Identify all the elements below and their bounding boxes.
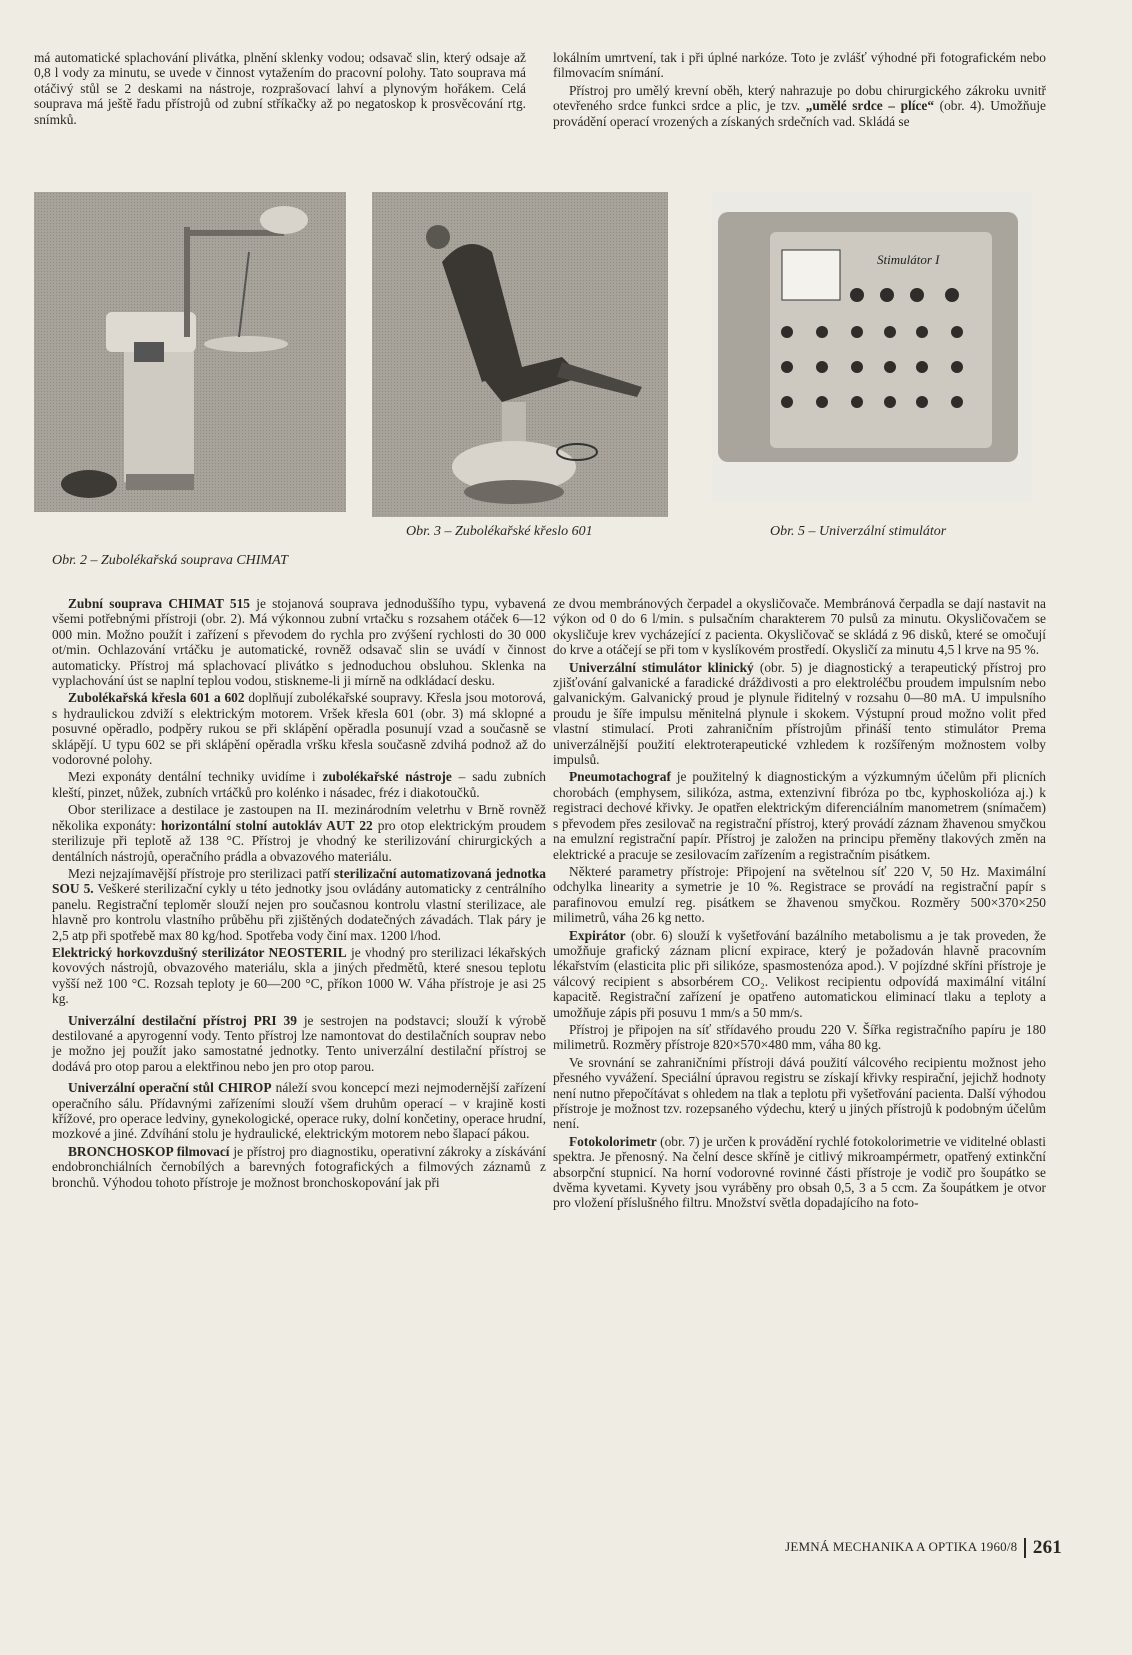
bold-term: Univerzální operační stůl CHIROP — [68, 1080, 272, 1096]
bold-term: Univerzální destilační přístroj PRI 39 — [68, 1012, 297, 1028]
bottom-right-column — [553, 596, 1046, 1213]
paragraph: Fotokolorimetr (obr. 7) je určen k provádění rychlé fotokolorimetrie ve viditelné oblasti spektra. Je přenosný. Na čelní desce skříně je citlivý mikroampérmetr, opatřený extinkční absorpční stupnicí. Na horní vodorovné rovinné části přístroje je vodič pro šoupátko se dvěma kyvetami. Kyvety jsou vyráběny pro obsah 0,5, 3 a 5 ccm. Za šoupátkem je otvor pro vložení příslušného filtru. Množství světla dopadajícího na foto- — [553, 1133, 1046, 1211]
bold-term: Elektrický horkovzdušný sterilizátor NEOSTERIL — [52, 944, 347, 960]
paragraph: Univerzální stimulátor klinický (obr. 5) je diagnostický a terapeutický přístroj pro zjišťování galvanické a faradické dráždivosti a pro elektroléčbu proudem impulsním nebo galvanickým. Galvanický proud je plynule řiditelný v rozsahu 0—80 mA. U impulsního proudu je šíře impulsu měnitelná plynule i skokem. Výstupní proud možno volit před vlastní stimulací. Proti zahraničním přístrojům přináší tento stimulátor Prema univerzálnější použití elektroterapeutické vzhledem k rozšířeným možnostem volby impulsů. — [553, 659, 1046, 768]
bold-term: Zubní souprava CHIMAT 515 — [68, 596, 250, 611]
paragraph: Mezi nejzajímavější přístroje pro sterilizaci patří sterilizační automatizovaná jednotka SOU 5. Veškeré sterilizační cykly u této jednotky jsou ovládány automaticky z centrálního panelu. Registrační teploměr slouží nejen pro současnou kontrolu vlastní sterilizace, ale hlavně pro kontrolu vlastního průběhu při zjištěných dodatečných závadách. Tlak páry je 2,5 atp při spotřebě max 80 kg/hod. Spotřeba vody činí max. 1200 l/hod. — [52, 865, 546, 943]
paragraph: BRONCHOSKOP filmovací je přístroj pro diagnostiku, operativní zákroky a získávání endobronchiálních černobílých a barevných fotografických a filmových záznamů z bronchů. Výhodou tohoto přístroje je možnost bronchoskopování jak při — [52, 1143, 546, 1190]
figure-dental-chair-image — [372, 192, 668, 517]
footer-divider — [1024, 1538, 1026, 1558]
paragraph: Přístroj je připojen na síť střídavého proudu 220 V. Šířka registračního papíru je 180 milimetrů. Rozměry přístroje 820×570×480 mm, váha 80 kg. — [553, 1021, 1046, 1053]
figure-3-caption: Obr. 3 – Zubolékařské křeslo 601 — [406, 524, 593, 539]
bold-term: zubolékařské nástroje — [322, 769, 452, 785]
bold-term: sterilizační automatizovaná jednotka SOU 5. — [52, 865, 546, 897]
bold-term: horizontální stolní autokláv AUT 22 — [160, 817, 373, 833]
bold-term: Expirátor — [569, 927, 626, 943]
paragraph: Ve srovnání se zahraničními přístroji dává použití válcového recipientu možnost jeho přesného vyvážení. Speciální úpravou registru se získají křivky respirační, jejichž hodnoty není nutno přepočítávat s ohledem na tlak a teplotu při vyšetřování pacienta. Další výhodou přístroje je možnost tzv. rozepsaného výdechu, který u jiných přístrojů k podobným účelům není. — [553, 1054, 1046, 1132]
top-left-column — [34, 50, 526, 129]
bold-term: „umělé srdce – plíce“ — [805, 98, 935, 114]
bold-term: Fotokolorimetr — [569, 1133, 657, 1149]
paragraph: Expirátor (obr. 6) slouží k vyšetřování bazálního metabolismu a je tak proveden, že umožňuje grafický záznam plicní expirace, který je požadován hlavně pracovním lékařstvím (elasticita plic při silikóze, spasmostenóza apod.). V pojízdné skříni přístroje je válcový recipient s absorbérem CO₂. Velikost recipientu odpovídá maximální vitální kapacitě. Registrační zařízení je opatřeno automatickou eliminací tlaku a teploty a umožňuje zápis při posuvu 1 mm/s a 50 mm/s. — [553, 927, 1046, 1020]
figure-stimulator-image — [712, 192, 1032, 502]
paragraph: Obor sterilizace a destilace je zastoupen na II. mezinárodním veletrhu v Brně rovněž několika exponáty: horizontální stolní autokláv AUT 22 pro otop elektrickým proudem sterilizuje při teplotě až 138 °C. Přístroj je vhodný ke sterilizování chirurgických a dentálních nástrojů, operačního prádla a obvazového materiálu. — [52, 802, 546, 864]
top-right-column — [553, 50, 1046, 131]
paragraph: Elektrický horkovzdušný sterilizátor NEOSTERIL je vhodný pro sterilizaci lékařských kovových nástrojů, obvazového materiálu, skla a jiných předmětů, které snesou teplotu vyšší než 100 °C. Rozsah teploty je 60—200 °C, příkon 1000 W. Váha přístroje je asi 25 kg. — [52, 944, 546, 1007]
paragraph: Přístroj pro umělý krevní oběh, který nahrazuje po dobu chirurgického zákroku uvnitř otevřeného srdce funkci srdce a plic, je tzv. „umělé srdce – plíce“ (obr. 4). Umožňuje provádění operací vrozených a získaných srdečních vad. Skládá se — [553, 82, 1046, 129]
paragraph: Zubolékařská křesla 601 a 602 doplňují zubolékařské soupravy. Křesla jsou motorová, s hydraulickou zdviží s elektrickým motorem. Vršek křesla 601 (obr. 3) má sklopné a posuvné opěradlo, podpěry rukou se při sklápění opěradla posunují vzad a současně se sklápějí. U typu 602 se při sklápění opěradla vršku křesla současně zdvihá podnož až do vodorovné polohy. — [52, 690, 547, 768]
paragraph: Univerzální destilační přístroj PRI 39 je sestrojen na podstavci; slouží k výrobě destilované a apyrogenní vody. Tento přístroj lze namontovat do destilačních souprav nebo je možno jej použít jako samostatné jednotky. Tento univerzální destilační přístroj se dodává pro otop parou a elektřinou nebo jen pro otop parou. — [52, 1012, 546, 1074]
paragraph: lokálním umrtvení, tak i při úplné narkóze. Toto je zvlášť výhodné při fotografickém nebo filmovacím snímání. — [553, 50, 1046, 81]
journal-title: JEMNÁ MECHANIKA A OPTIKA 1960/8 — [785, 1538, 1018, 1554]
bottom-left-column — [52, 596, 546, 1192]
paragraph: Mezi exponáty dentální techniky uvidíme i zubolékařské nástroje – sadu zubních kleští, pinzet, nůžek, zubních vrtáčků pro kolénko i násadec, fréz i diakotoučků. — [52, 769, 546, 800]
page-footer — [785, 1537, 1062, 1559]
figure-5-caption: Obr. 5 – Univerzální stimulátor — [770, 524, 947, 539]
paragraph: Univerzální operační stůl CHIROP náleží svou koncepcí mezi nejmodernější zařízení operačního sálu. Přídavnými zařízeními slouží všem druhům operací – v krajině kosti křížové, pro operace ledviny, gynekologické, operace ruky, dolní končetiny, operace hrudní, mozkové a jiné. Zdvíhání stolu je hydraulické, elektrickým motorem nebo šlapací pákou. — [52, 1080, 546, 1142]
bold-term: Zubolékařská křesla 601 a 602 — [68, 690, 245, 706]
paragraph: Pneumotachograf je použitelný k diagnostickým a výzkumným účelům při plicních chorobách (emphysem, silikóza, astma, extenzivní fibróza po tbc, kyphoskolióza aj.) k registraci dechové křivky. Je opatřen elektrickým diferenciálním manometrem (snímačem) s převodem přes zesilovač na registrační přístroj, který provádí záznam žhavenou smyčkou na emulzní registrační papír. Přístroj je založen na principu přeměny tlakových změn na elektrické a pracuje se zesilovacím zařízením a registračním pisátkem. — [553, 769, 1046, 862]
stimulator-panel-label: Stimulátor I — [877, 252, 940, 267]
paragraph: má automatické splachování plivátka, plnění sklenky vodou; odsavač slin, který odsaje až 0,8 l vody za minutu, se uvede v činnost vytažením do pracovní polohy. Tato souprava má otáčivý stůl se 2 deskami na nástroje, rozprašovací lahví a plynovým hořákem. Celá souprava má ještě řadu přístrojů od zubní stříkačky až po negatoskop k prosvěcování rtg. snímků. — [34, 50, 526, 127]
bold-term: BRONCHOSKOP filmovací — [68, 1143, 230, 1159]
paragraph: ze dvou membránových čerpadel a okysličovače. Membránová čerpadla se dají nastavit na výkon od 0 do 6 l/min. s pulsačním charakterem 70 pulsů za minutu. Okysličovačem se okysličuje krev vycházející z pacienta. Okysličovač se skládá z 96 disků, které se omočují do krve a otáčejí se při tom v kyslíkovém prostředí. Okysličí za minutu 4,5 l krve na 95 %. — [553, 596, 1046, 658]
bold-term: Univerzální stimulátor klinický — [569, 659, 754, 675]
page-number: 261 — [1032, 1537, 1062, 1558]
bold-term: Pneumotachograf — [569, 769, 671, 785]
figure-dental-unit-image — [34, 192, 346, 512]
paragraph: Zubní souprava CHIMAT 515 je stojanová souprava jednoduššího typu, vybavená všemi potřebnými přístroji (obr. 2). Má výkonnou zubní vrtačku s rozsahem otáček 6—12 000 min. Možno použít i zařízení s převodem do rychla pro zvýšení rychlosti do 30 000 ot/min. Ochlazování vrtáčku je automatické, rovněž odsavač slin se uvádí v činnost automaticky. Přístroj má splachovací plivátko s jednoduchou obsluhou. Sklenka na vyplachování úst se naplní teplou vodou, stiskneme-li ji mírně na odkládací desku. — [52, 596, 546, 689]
paragraph: Některé parametry přístroje: Připojení na světelnou síť 220 V, 50 Hz. Maximální odchylka linearity a symetrie je 10 %. Registrace se provádí na registrační papír s parafinovou emulzí reg. pisátkem se žhavenou smyčkou. Rozměry 500×370×250 milimetrů, váha 26 kg netto. — [553, 863, 1046, 926]
figure-2-caption: Obr. 2 – Zubolékařská souprava CHIMAT — [52, 553, 288, 568]
